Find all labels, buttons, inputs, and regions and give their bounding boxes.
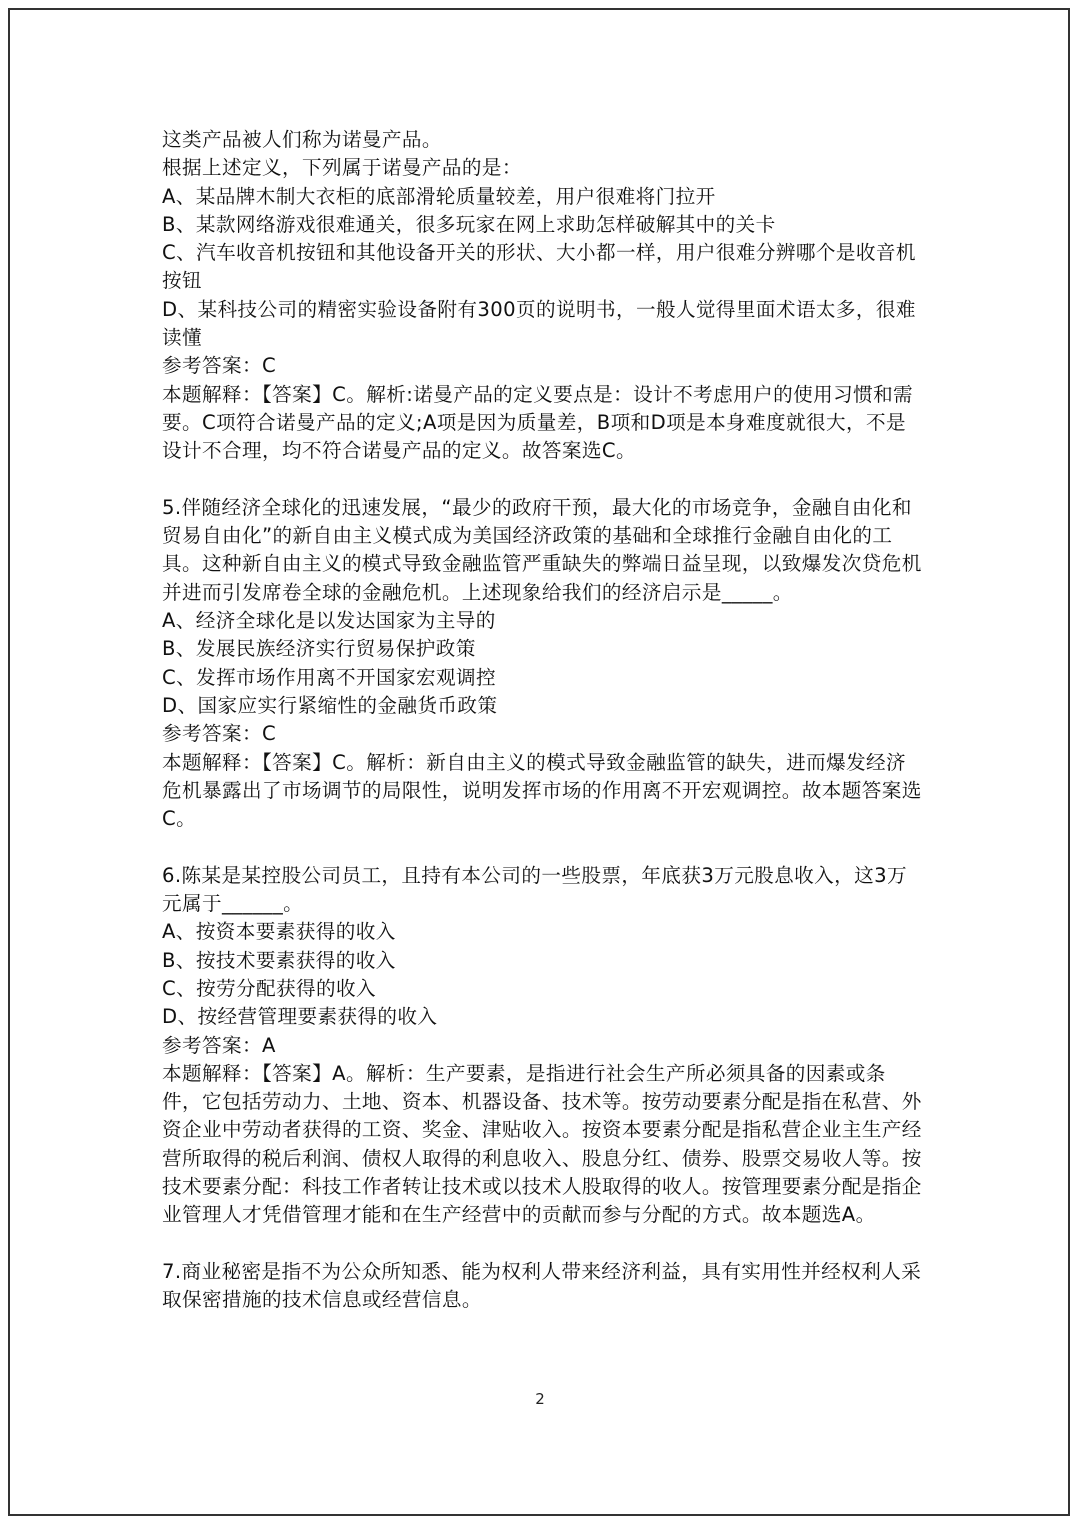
- explanation: 本题解释：【答案】A。解析：生产要素，是指进行社会生产所必须具备的因素或条件，它包括劳动力、土地、资本、机器设备、技术等。按劳动要素分配是指在私营、外资企业中劳动者获得的工资、奖金、津贴收入。按资本要素分配是指私营企业主生产经营所取得的税后利润、债权人取得的利息收入、股息分红、债券、股票交易收人等。按技术要素分配：科技工作者转让技术或以技术人股取得的收人。按管理要素分配是指企业管理人才凭借管理才能和在生产经营中的贡献而参与分配的方式。故本题选A。: [162, 1061, 922, 1227]
- question-text: 7.商业秘密是指不为公众所知悉、能为权利人带来经济利益，具有实用性并经权利人采取保密措施的技术信息或经营信息。: [162, 1259, 922, 1312]
- option-c: C、汽车收音机按钮和其他设备开关的形状、大小都一样，用户很难分辨哪个是收音机按钮: [162, 241, 916, 293]
- option-a: A、某品牌木制大衣柜的底部滑轮质量较差，用户很难将门拉开: [162, 184, 716, 208]
- document-body: [162, 126, 922, 1314]
- explanation: 本题解释：【答案】C。解析：新自由主义的模式导致金融监管的缺失，进而爆发经济危机暴露出了市场调节的局限性，说明发挥市场的作用离不开宏观调控。故本题答案选C。: [162, 750, 922, 831]
- reference-answer: 参考答案：C: [162, 722, 277, 746]
- option-b: B、按技术要素获得的收入: [162, 948, 396, 972]
- option-d: D、按经营管理要素获得的收入: [162, 1005, 438, 1029]
- question-5: [162, 494, 922, 834]
- reference-answer: 参考答案：C: [162, 354, 277, 378]
- reference-answer: 参考答案：A: [162, 1033, 276, 1057]
- option-c: C、按劳分配获得的收入: [162, 976, 377, 1000]
- option-c: C、发挥市场作用离不开国家宏观调控: [162, 665, 496, 689]
- question-4-tail: [162, 126, 922, 466]
- page-number: 2: [535, 1390, 545, 1408]
- option-a: A、按资本要素获得的收入: [162, 920, 396, 944]
- option-d: D、某科技公司的精密实验设备附有300页的说明书，一般人觉得里面术语太多，很难读懂: [162, 297, 916, 350]
- question-7: [162, 1258, 922, 1315]
- explanation: 本题解释：【答案】C。解析:诺曼产品的定义要点是：设计不考虑用户的使用习惯和需要。C项符合诺曼产品的定义;A项是因为质量差，B项和D项是本身难度就很大，不是设计不合理，均不符合诺曼产品的定义。故答案选C。: [162, 382, 914, 463]
- option-b: B、发展民族经济实行贸易保护政策: [162, 637, 476, 661]
- question-text: 6.陈某是某控股公司员工，且持有本公司的一些股票，年底获3万元股息收入，这3万元属于______。: [162, 863, 908, 916]
- question-6: [162, 862, 922, 1230]
- question-text: 5.伴随经济全球化的迅速发展，“最少的政府干预，最大化的市场竞争，金融自由化和贸易自由化”的新自由主义模式成为美国经济政策的基础和全球推行金融自由化的工具。这种新自由主义的模式导致金融监管严重缺失的弊端日益呈现，以致爆发次贷危机并进而引发席卷全球的金融危机。上述现象给我们的经济启示是_____。: [162, 495, 922, 604]
- question-prompt: 根据上述定义，下列属于诺曼产品的是：: [162, 156, 522, 180]
- option-b: B、某款网络游戏很难通关，很多玩家在网上求助怎样破解其中的关卡: [162, 212, 776, 236]
- option-d: D、国家应实行紧缩性的金融货币政策: [162, 693, 498, 717]
- question-text: 这类产品被人们称为诺曼产品。: [162, 128, 442, 151]
- option-a: A、经济全球化是以发达国家为主导的: [162, 609, 496, 633]
